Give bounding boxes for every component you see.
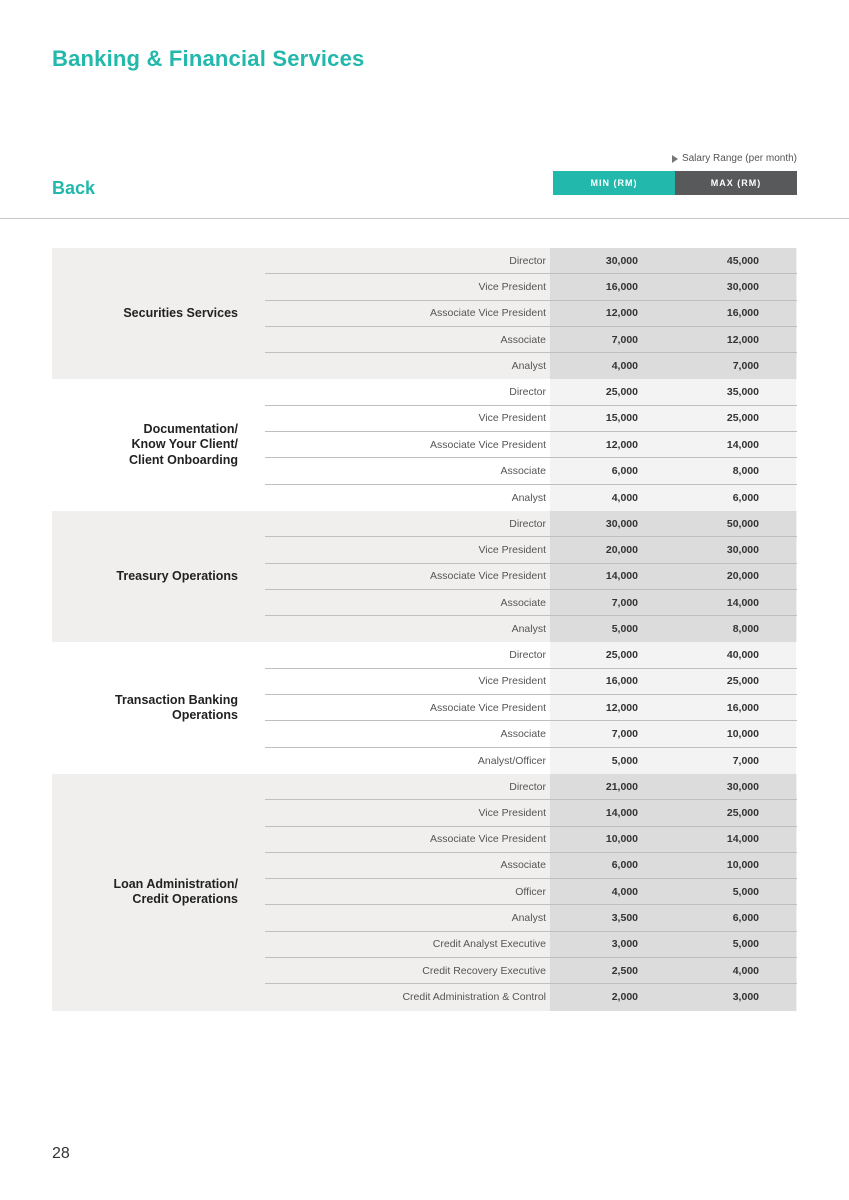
max-salary: 3,000 — [673, 984, 796, 1010]
job-title: Associate — [500, 596, 546, 609]
job-title: Director — [509, 649, 546, 662]
table-row — [265, 669, 797, 695]
max-salary: 20,000 — [673, 564, 796, 589]
max-salary: 14,000 — [673, 432, 796, 457]
min-salary: 2,500 — [550, 958, 673, 983]
min-salary: 25,000 — [550, 379, 673, 404]
table-row — [265, 800, 797, 826]
max-salary: 4,000 — [673, 958, 796, 983]
caret-right-icon — [672, 155, 678, 163]
job-title: Analyst — [511, 360, 546, 373]
table-row — [265, 537, 797, 563]
salary-range-caption — [672, 153, 797, 164]
table-row — [265, 695, 797, 721]
job-title: Director — [509, 254, 546, 267]
job-title: Credit Analyst Executive — [432, 938, 546, 951]
max-salary: 30,000 — [673, 274, 796, 299]
page-title: Banking & Financial Services — [52, 46, 365, 71]
max-salary: 14,000 — [673, 590, 796, 615]
min-salary: 12,000 — [550, 695, 673, 720]
min-salary: 16,000 — [550, 274, 673, 299]
max-salary: 10,000 — [673, 853, 796, 878]
min-salary: 4,000 — [550, 485, 673, 511]
min-salary: 15,000 — [550, 406, 673, 431]
group-label: Loan Administration/ Credit Operations — [113, 876, 238, 907]
page-number: 28 — [52, 1145, 70, 1162]
min-salary: 7,000 — [550, 721, 673, 746]
max-salary: 45,000 — [673, 248, 796, 273]
max-salary: 16,000 — [673, 301, 796, 326]
table-row — [265, 879, 797, 905]
max-salary: 12,000 — [673, 327, 796, 352]
min-salary: 20,000 — [550, 537, 673, 562]
job-title: Director — [509, 517, 546, 530]
min-salary: 14,000 — [550, 800, 673, 825]
min-salary: 25,000 — [550, 642, 673, 667]
group-label: Documentation/ Know Your Client/ Client Onboarding — [128, 421, 238, 467]
max-salary: 14,000 — [673, 827, 796, 852]
job-title: Analyst — [511, 912, 546, 925]
max-salary: 30,000 — [673, 774, 796, 799]
min-salary: 5,000 — [550, 616, 673, 642]
min-salary: 30,000 — [550, 248, 673, 273]
min-salary: 4,000 — [550, 879, 673, 904]
min-salary: 30,000 — [550, 511, 673, 536]
job-title: Credit Recovery Executive — [422, 964, 546, 977]
max-salary: 7,000 — [673, 353, 796, 379]
min-salary: 4,000 — [550, 353, 673, 379]
job-title: Associate Vice President — [430, 438, 546, 451]
job-title: Analyst — [511, 491, 546, 504]
min-salary: 6,000 — [550, 458, 673, 483]
min-salary: 10,000 — [550, 827, 673, 852]
min-salary: 7,000 — [550, 327, 673, 352]
table-row — [265, 379, 797, 405]
table-row — [265, 616, 797, 642]
job-title: Vice President — [478, 280, 546, 293]
salary-group — [52, 379, 797, 510]
job-title: Analyst/Officer — [477, 754, 546, 767]
group-rows — [265, 774, 797, 1011]
table-row — [265, 327, 797, 353]
max-salary: 8,000 — [673, 616, 796, 642]
table-row — [265, 248, 797, 274]
table-row — [265, 958, 797, 984]
group-rows — [265, 642, 797, 773]
max-salary: 5,000 — [673, 932, 796, 957]
max-salary: 50,000 — [673, 511, 796, 536]
job-title: Officer — [515, 885, 546, 898]
max-salary: 6,000 — [673, 905, 796, 930]
min-salary: 12,000 — [550, 432, 673, 457]
salary-range-label: Salary Range (per month) — [681, 153, 797, 164]
min-salary: 21,000 — [550, 774, 673, 799]
table-row — [265, 485, 797, 511]
job-title: Associate Vice President — [430, 570, 546, 583]
min-salary: 6,000 — [550, 853, 673, 878]
group-rows — [265, 379, 797, 510]
min-column-header: MIN (RM) — [553, 171, 675, 195]
job-title: Director — [509, 386, 546, 399]
table-row — [265, 432, 797, 458]
job-title: Associate Vice President — [430, 833, 546, 846]
table-row — [265, 827, 797, 853]
group-rows — [265, 511, 797, 642]
job-title: Credit Administration & Control — [402, 991, 546, 1004]
max-salary: 25,000 — [673, 800, 796, 825]
job-title: Vice President — [478, 412, 546, 425]
table-row — [265, 984, 797, 1010]
max-column-header: MAX (RM) — [675, 171, 797, 195]
max-salary: 30,000 — [673, 537, 796, 562]
min-salary: 3,500 — [550, 905, 673, 930]
group-label: Transaction Banking Operations — [115, 692, 238, 723]
salary-group — [52, 248, 797, 379]
min-salary: 2,000 — [550, 984, 673, 1010]
min-salary: 12,000 — [550, 301, 673, 326]
max-salary: 6,000 — [673, 485, 796, 511]
min-salary: 3,000 — [550, 932, 673, 957]
min-salary: 16,000 — [550, 669, 673, 694]
min-salary: 5,000 — [550, 748, 673, 774]
job-title: Associate Vice President — [430, 701, 546, 714]
table-row — [265, 853, 797, 879]
group-label: Treasury Operations — [116, 568, 238, 583]
max-salary: 7,000 — [673, 748, 796, 774]
table-row — [265, 721, 797, 747]
job-title: Associate Vice President — [430, 307, 546, 320]
job-title: Associate — [500, 333, 546, 346]
salary-group — [52, 642, 797, 773]
table-row — [265, 353, 797, 379]
max-salary: 25,000 — [673, 406, 796, 431]
max-salary: 16,000 — [673, 695, 796, 720]
table-row — [265, 774, 797, 800]
table-row — [265, 406, 797, 432]
job-title: Vice President — [478, 806, 546, 819]
table-row — [265, 458, 797, 484]
min-salary: 14,000 — [550, 564, 673, 589]
job-title: Analyst — [511, 623, 546, 636]
job-title: Associate — [500, 859, 546, 872]
group-label: Securities Services — [123, 305, 238, 320]
job-title: Director — [509, 780, 546, 793]
salary-table — [52, 248, 797, 1011]
max-salary: 40,000 — [673, 642, 796, 667]
max-salary: 35,000 — [673, 379, 796, 404]
max-salary: 5,000 — [673, 879, 796, 904]
job-title: Associate — [500, 465, 546, 478]
table-row — [265, 301, 797, 327]
table-row — [265, 564, 797, 590]
back-link[interactable]: Back — [52, 178, 96, 198]
max-salary: 25,000 — [673, 669, 796, 694]
table-row — [265, 642, 797, 668]
min-salary: 7,000 — [550, 590, 673, 615]
max-salary: 10,000 — [673, 721, 796, 746]
salary-group — [52, 511, 797, 642]
max-salary: 8,000 — [673, 458, 796, 483]
header-divider — [0, 218, 849, 219]
job-title: Vice President — [478, 543, 546, 556]
table-row — [265, 905, 797, 931]
job-title: Associate — [500, 727, 546, 740]
table-row — [265, 590, 797, 616]
table-row — [265, 511, 797, 537]
table-row — [265, 748, 797, 774]
table-row — [265, 932, 797, 958]
salary-group — [52, 774, 797, 1011]
table-row — [265, 274, 797, 300]
job-title: Vice President — [478, 675, 546, 688]
group-rows — [265, 248, 797, 379]
